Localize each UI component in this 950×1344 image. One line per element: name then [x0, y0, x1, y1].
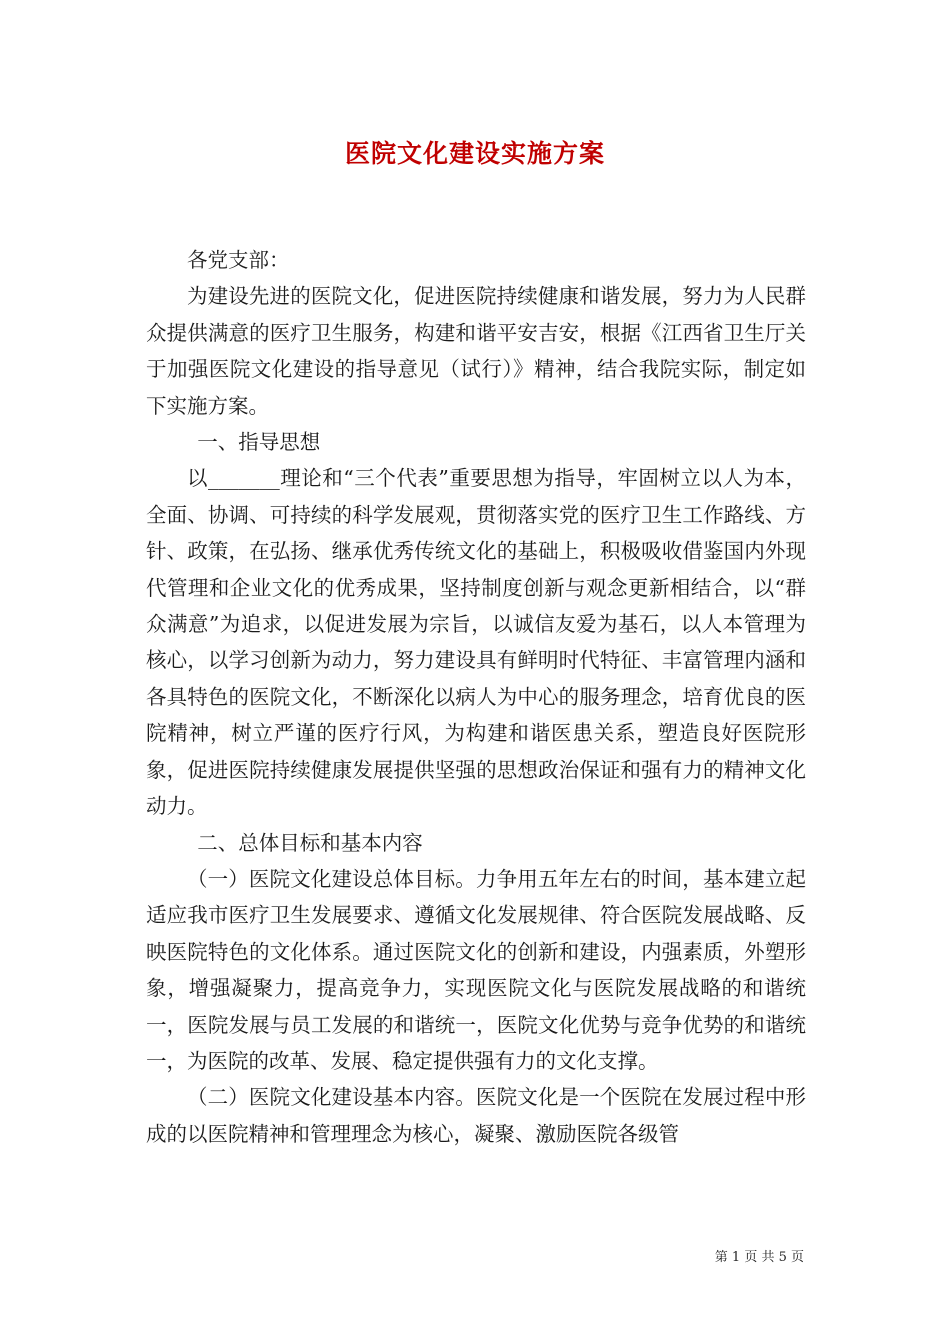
intro-paragraph: 为建设先进的医院文化，促进医院持续健康和谐发展，努力为人民群众提供满意的医疗卫生服务，构建和谐平安吉安，根据《江西省卫生厅关于加强医院文化建设的指导意见（试行）》精神，结合我院实际，制定如下实施方案。: [146, 284, 806, 418]
document-title: 医院文化建设实施方案: [344, 139, 605, 168]
section-heading-2: 二、总体目标和基本内容: [197, 830, 423, 855]
basic-content-paragraph: （二）医院文化建设基本内容。医院文化是一个医院在发展过程中形成的以医院精神和管理理念为核心，凝聚、激励医院各级管: [146, 1085, 806, 1146]
page-number-footer: 第 1 页 共 5 页: [714, 1250, 804, 1265]
section-heading-1: 一、指导思想: [197, 430, 321, 455]
salutation: 各党支部：: [187, 248, 290, 272]
overall-goal-paragraph: （一）医院文化建设总体目标。力争用五年左右的时间，基本建立起适应我市医疗卫生发展要求、遵循文化发展规律、符合医院发展战略、反映医院特色的文化体系。通过医院文化的创新和建设，内强素质，外塑形象，增强凝聚力，提高竞争力，实现医院文化与医院发展战略的和谐统一，医院发展与员工发展的和谐统一，医院文化优势与竞争优势的和谐统一，为医院的改革、发展、稳定提供强有力的文化支撑。: [146, 866, 806, 1073]
document-body: [146, 242, 806, 1152]
guiding-thought-paragraph: 以_______理论和“三个代表”重要思想为指导，牢固树立以人为本，全面、协调、可持续的科学发展观，贯彻落实党的医疗卫生工作路线、方针、政策，在弘扬、继承优秀传统文化的基础上，积极吸收借鉴国内外现代管理和企业文化的优秀成果，坚持制度创新与观念更新相结合，以“群众满意”为追求，以促进发展为宗旨，以诚信友爱为基石，以人本管理为核心，以学习创新为动力，努力建设具有鲜明时代特征、丰富管理内涵和各具特色的医院文化，不断深化以病人为中心的服务理念，培育优良的医院精神，树立严谨的医疗行风，为构建和谐医患关系，塑造良好医院形象，促进医院持续健康发展提供坚强的思想政治保证和强有力的精神文化动力。: [146, 466, 806, 819]
